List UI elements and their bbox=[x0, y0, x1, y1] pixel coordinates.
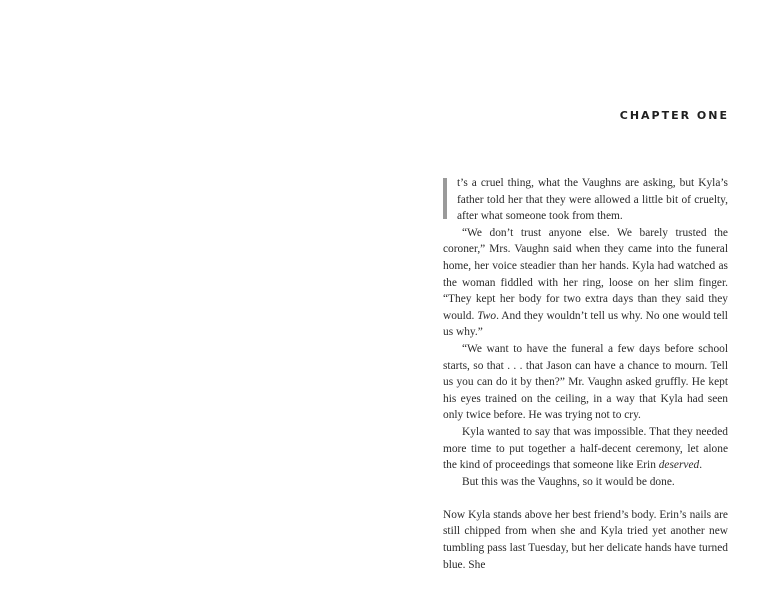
paragraph-5: But this was the Vaughns, so it would be done. bbox=[462, 475, 675, 488]
paragraph-4-emphasis: deserved bbox=[658, 459, 700, 472]
paragraph-2-emphasis: Two bbox=[477, 309, 497, 322]
paragraph-4 bbox=[443, 424, 728, 474]
paragraph-4-text-b: . bbox=[699, 459, 703, 472]
paragraph-2 bbox=[443, 225, 728, 341]
paragraph-6: Now Kyla stands above her best friend’s body. Erin’s nails are still chipped from when she and Kyla tried yet another new tumbling pass last Tuesday, but her delicate hands have turned blue. She bbox=[443, 508, 728, 571]
opening-paragraph-text: t’s a cruel thing, what the Vaughns are asking, but Kyla’s father told her that they were allowed a little bit of cruelty, after what someone took from them. bbox=[457, 177, 728, 223]
paragraph-2-text-b: . And they wouldn’t tell us why. No one would tell us why.” bbox=[443, 309, 728, 339]
paragraph-4-text-a: Kyla wanted to say that was impossible. That they needed more time to put together a half-decent ceremony, let alone the kind of proceedings that someone like Erin bbox=[443, 425, 728, 472]
drop-cap-initial bbox=[443, 178, 447, 219]
paragraph-2-text-a: “We don’t trust anyone else. We barely trusted the coroner,” Mrs. Vaughn said when they came into the funeral home, her voice steadier than her hands. Kyla had watched as the woman fiddled with her ring, loose on her slim finger. “They kept her body for two extra days than they said they would. bbox=[443, 226, 728, 322]
opening-paragraph bbox=[443, 175, 728, 225]
chapter-body-text bbox=[443, 175, 728, 573]
paragraph-3: “We want to have the funeral a few days before school starts, so that . . . that Jason can have a chance to mourn. Tell us you can do it by then?” Mr. Vaughn asked gruffly. He kept his eyes trained on the ceiling, in a way that Kyla had seen only twice before. He was trying not to cry. bbox=[443, 342, 728, 422]
chapter-heading: CHAPTER ONE bbox=[619, 109, 729, 122]
